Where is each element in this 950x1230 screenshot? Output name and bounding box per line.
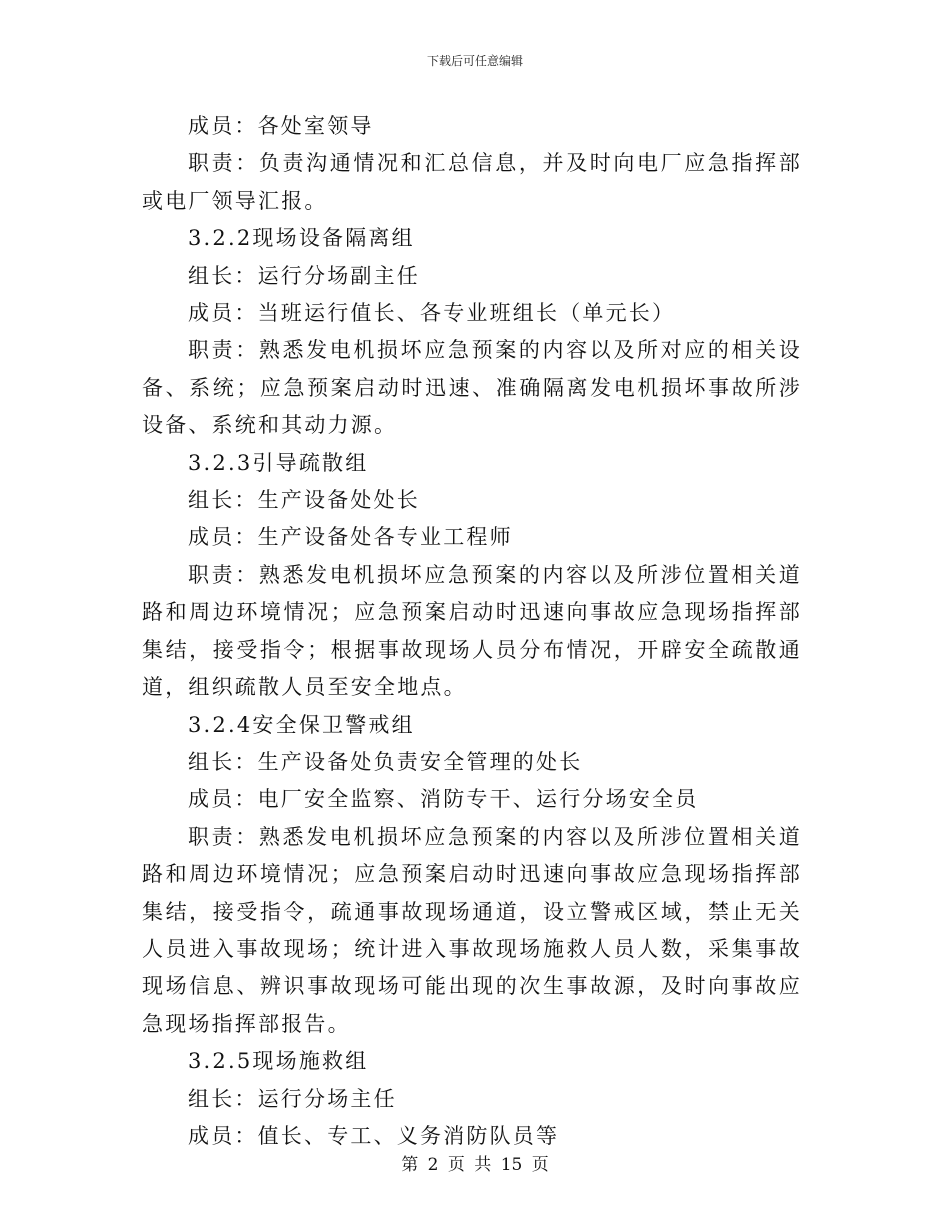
section-heading: 3.2.2现场设备隔离组 xyxy=(188,226,415,251)
paragraph: 成员：电厂安全监察、消防专干、运行分场安全员 xyxy=(188,787,699,812)
paragraph: 职责：负责沟通情况和汇总信息，并及时向电厂应急指挥部或电厂领导汇报。 xyxy=(142,151,802,213)
page-prefix: 第 xyxy=(401,1155,419,1175)
paragraph: 组长：运行分场主任 xyxy=(188,1086,397,1111)
paragraph: 职责：熟悉发电机损坏应急预案的内容以及所对应的相关设备、系统；应急预案启动时迅速、准确隔离发电机损坏事故所涉设备、系统和其动力源。 xyxy=(142,338,802,438)
total-page-count: 15 xyxy=(500,1155,523,1175)
paragraph: 组长：生产设备处负责安全管理的处长 xyxy=(188,749,583,774)
paragraph: 组长：运行分场副主任 xyxy=(188,263,420,288)
paragraph: 职责：熟悉发电机损坏应急预案的内容以及所涉位置相关道路和周边环境情况；应急预案启动时迅速向事故应急现场指挥部集结，接受指令；根据事故现场人员分布情况，开辟安全疏散通道，组织疏散人员至安全地点。 xyxy=(142,562,802,700)
page-footer xyxy=(0,1155,950,1175)
page-header: 下载后可任意编辑 xyxy=(426,54,523,68)
section-heading: 3.2.5现场施救组 xyxy=(188,1049,369,1074)
paragraph: 成员：值长、专工、义务消防队员等 xyxy=(188,1123,560,1148)
paragraph: 成员：各处室领导 xyxy=(188,114,374,138)
paragraph: 成员：生产设备处各专业工程师 xyxy=(188,525,513,550)
paragraph: 成员：当班运行值长、各专业班组长（单元长） xyxy=(188,301,676,326)
document-body xyxy=(142,108,802,1155)
paragraph: 职责：熟悉发电机损坏应急预案的内容以及所涉位置相关道路和周边环境情况；应急预案启动时迅速向事故应急现场指挥部集结，接受指令，疏通事故现场通道，设立警戒区域，禁止无关人员进入事故现场；统计进入事故现场施救人员人数，采集事故现场信息、辨识事故现场可能出现的次生事故源，及时向事故应急现场指挥部报告。 xyxy=(142,824,802,1036)
page-suffix: 页 xyxy=(531,1155,549,1175)
section-heading: 3.2.4安全保卫警戒组 xyxy=(188,712,415,737)
page-label: 页 xyxy=(447,1155,465,1175)
total-label: 共 xyxy=(474,1155,492,1175)
paragraph: 组长：生产设备处处长 xyxy=(188,488,420,513)
section-heading: 3.2.3引导疏散组 xyxy=(188,450,369,475)
current-page-number: 2 xyxy=(427,1155,439,1175)
